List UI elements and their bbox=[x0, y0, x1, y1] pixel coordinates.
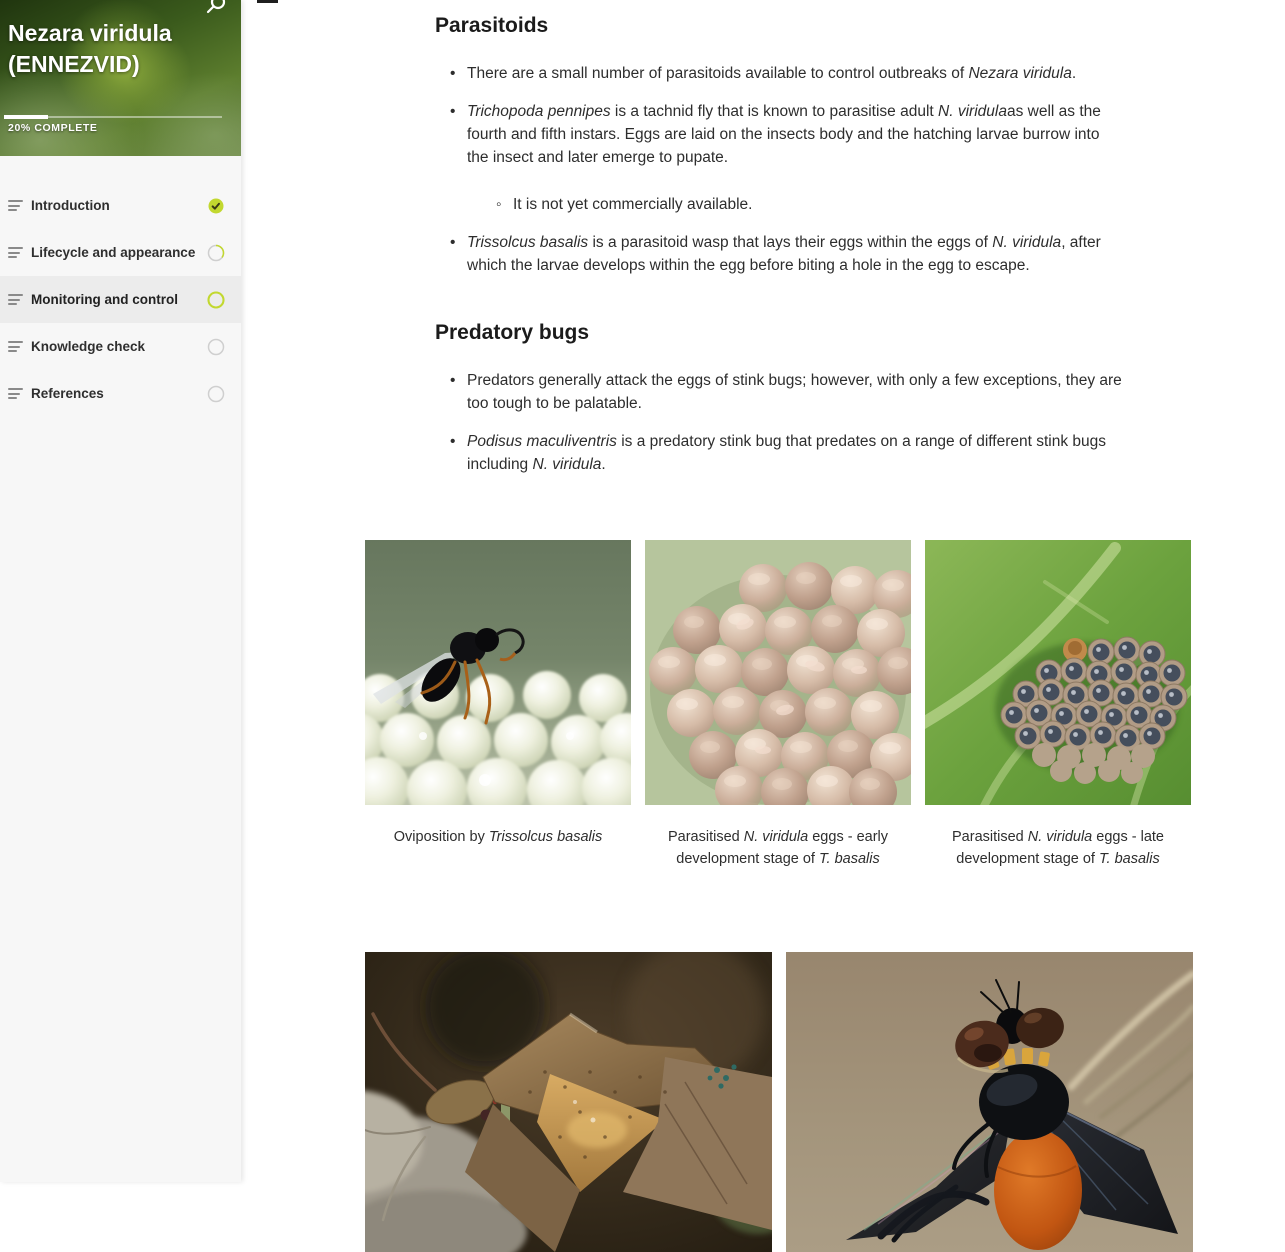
lesson-progress-ring-icon bbox=[207, 197, 225, 215]
figure-caption: Parasitised N. viridula eggs - late development stage of T. basalis bbox=[952, 829, 1164, 867]
menu-toggle-icon[interactable] bbox=[257, 0, 278, 3]
course-progress-fill bbox=[4, 115, 48, 119]
bullet-item bbox=[450, 100, 1125, 216]
lesson-article bbox=[435, 0, 1125, 476]
lesson-content bbox=[241, 0, 1285, 1182]
parasitoids-list bbox=[435, 62, 1125, 277]
sidebar-item-lifecycle-and-appearance[interactable] bbox=[0, 229, 241, 276]
figure-caption: Oviposition by Trissolcus basalis bbox=[393, 829, 603, 845]
sidebar-item-references[interactable] bbox=[0, 370, 241, 417]
figure-caption: Parasitised N. viridula eggs - early development stage of T. basalis bbox=[667, 829, 889, 867]
figure-predatory-stink-bug bbox=[365, 952, 772, 1252]
figure-row-predators bbox=[365, 952, 1193, 1252]
figure-eggs-late bbox=[925, 540, 1191, 870]
text-lines-icon bbox=[8, 386, 24, 402]
text-lines-icon bbox=[8, 198, 24, 214]
lesson-progress-ring-icon bbox=[207, 291, 225, 309]
text-lines-icon bbox=[8, 292, 24, 308]
wasp-on-eggs-photo bbox=[365, 540, 631, 805]
text-lines-icon bbox=[8, 339, 24, 355]
sidebar-item-introduction[interactable] bbox=[0, 182, 241, 229]
text-lines-icon bbox=[8, 245, 24, 261]
parasitised-eggs-late-photo bbox=[925, 540, 1191, 805]
lesson-progress-ring-icon bbox=[207, 244, 225, 262]
bullet-item: • Predators generally attack the eggs of stink bugs; however, with only a few exceptions, they are too tough to be palatable. bbox=[450, 369, 1125, 415]
figure-tachinid-fly bbox=[786, 952, 1193, 1252]
search-button[interactable] bbox=[203, 0, 229, 19]
tachinid-fly-photo bbox=[786, 952, 1193, 1252]
course-progress-label: 20% COMPLETE bbox=[8, 122, 98, 134]
sidebar-item-label: Monitoring and control bbox=[31, 292, 178, 307]
course-sidebar bbox=[0, 0, 241, 1182]
sidebar-item-label: Introduction bbox=[31, 198, 110, 213]
search-icon bbox=[203, 0, 229, 19]
bullet-item: • Trissolcus basalis is a parasitoid wasp that lays their eggs within the eggs of N. viridula, after which the larvae develops within the egg before biting a hole in the egg to escape. bbox=[450, 231, 1125, 277]
course-progress-bar bbox=[4, 116, 222, 118]
section-heading-predatory-bugs: Predatory bugs bbox=[435, 321, 590, 344]
sidebar-item-monitoring-and-control[interactable] bbox=[0, 276, 241, 323]
sidebar-item-label: References bbox=[31, 386, 104, 401]
sidebar-item-knowledge-check[interactable] bbox=[0, 323, 241, 370]
course-cover-photo bbox=[0, 0, 241, 156]
parasitised-eggs-early-photo bbox=[645, 540, 911, 805]
figure-oviposition bbox=[365, 540, 631, 870]
sub-bullet-item: ◦ It is not yet commercially available. bbox=[496, 193, 1125, 216]
section-heading-parasitoids: Parasitoids bbox=[435, 14, 549, 37]
lesson-nav bbox=[0, 156, 241, 417]
bullet-item: • There are a small number of parasitoids available to control outbreaks of Nezara viridula. bbox=[450, 62, 1125, 85]
figure-eggs-early bbox=[645, 540, 911, 870]
bullet-text: Trichopoda pennipes is a tachnid fly that is known to parasitise adult N. viridulaas well as the fourth and fifth instars. Eggs are laid on the insects body and the hatching larvae burrow into the insect and later emerge to pupate. bbox=[467, 103, 1101, 166]
course-title: Nezara viridula (ENNEZVID) bbox=[8, 20, 172, 77]
lesson-progress-ring-icon bbox=[207, 385, 225, 403]
figure-row-eggs bbox=[365, 540, 1193, 870]
sub-list bbox=[481, 193, 1125, 216]
sidebar-item-label: Knowledge check bbox=[31, 339, 146, 354]
predatory-stink-bug-photo bbox=[365, 952, 772, 1252]
bullet-item: • Podisus maculiventris is a predatory stink bug that predates on a range of different stink bugs including N. viridula. bbox=[450, 430, 1125, 476]
predatory-bugs-list bbox=[435, 369, 1125, 476]
sidebar-item-label: Lifecycle and appearance bbox=[31, 245, 196, 260]
lesson-progress-ring-icon bbox=[207, 338, 225, 356]
